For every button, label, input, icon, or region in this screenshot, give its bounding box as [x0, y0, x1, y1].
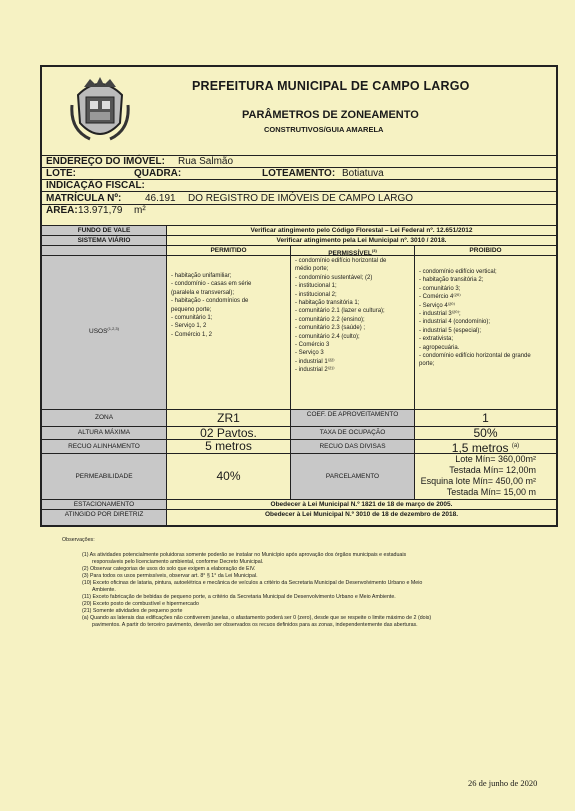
usos-row [42, 255, 556, 409]
permissivel-item: - industrial 2⁽²¹⁾ [295, 367, 335, 374]
permissivel-item: - institucional 2; [295, 291, 337, 298]
indicacao-label: INDICAÇÃO FISCAL: [46, 180, 145, 191]
permitido-list [166, 256, 290, 409]
loteamento-label: LOTEAMENTO: [262, 168, 336, 179]
quadra-label: QUADRA: [134, 168, 182, 179]
proibido-item: - condomínio edifício horizontal de grande [419, 353, 531, 360]
coat-of-arms-icon [70, 75, 130, 145]
loteamento-value: Botiatuva [342, 168, 384, 179]
proibido-item: - agropecuária. [419, 344, 460, 351]
permissivel-item: - comunitário 2.3 (saúde) ; [295, 325, 366, 332]
form-subtitle-2: CONSTRUTIVOS/GUIA AMARELA [264, 125, 384, 134]
area-value: 13.971,79 [78, 205, 123, 216]
observacao-item: (21) Somente atividades de pequeno porte [82, 608, 183, 614]
permitido-item: - Serviço 1, 2 [171, 323, 207, 330]
observacoes [62, 537, 431, 629]
observacoes-list [62, 552, 431, 629]
observacoes-title: Observações: [62, 537, 95, 543]
col-permissivel: PERMISSÍVEL$^{(3)}$ [290, 246, 414, 255]
atingido-row [42, 509, 556, 525]
proibido-item: - industrial 5 (especial); [419, 327, 482, 334]
sistema-label: SISTEMA VIÁRIO [42, 236, 166, 245]
altura-value: 02 Pavtos. [166, 427, 290, 439]
address-row [42, 155, 556, 167]
parcelamento-values [414, 454, 556, 499]
permissivel-item: - comunitário 2.2 (ensino); [295, 316, 365, 323]
fundo-row [42, 225, 556, 235]
observacao-item: (10) Exceto oficinas de lataria, pintura, autoelétrica e mecânica de veículos a critério da Secretaria Municipal de Desenvolvimento Urbano e Meio [82, 580, 423, 586]
permitido-item: (paralela e transversal); [171, 289, 235, 296]
recuo-row [42, 439, 556, 453]
parcelamento-item: Testada Mín= 15,00 m [446, 487, 536, 497]
permitido-item: - habitação unifamiliar; [171, 273, 232, 279]
permissivel-item: - habitação transitória 1; [295, 300, 360, 307]
document-date: 26 de junho de 2020 [468, 778, 538, 788]
proibido-item: - Serviço 4⁽²⁰⁾ [419, 302, 456, 309]
permitido-item: - habitação - condomínios de [171, 298, 249, 305]
recuo-value: 5 metros [166, 440, 290, 453]
matricula-row [42, 191, 556, 204]
observacao-item: (1) As atividades potencialmente poluidoras somente poderão se instalar no Município após aprovação dos órgãos municipais e estaduais [82, 552, 407, 558]
recuo-label: RECUO ALINHAMENTO [42, 440, 166, 453]
permeabilidade-value: 40% [166, 454, 290, 499]
atingido-label: ATINGIDO POR DIRETRIZ [42, 510, 166, 525]
usos-header-row [42, 245, 556, 258]
permissivel-list [290, 256, 414, 409]
observacao-item: responsáveis pelo licenciamento ambiental, conforme Decreto Municipal. [92, 559, 264, 565]
proibido-item: - Comércio 4⁽²⁰⁾ [419, 294, 461, 301]
indicacao-row [42, 179, 556, 191]
proibido-item: - extrativista; [419, 336, 454, 343]
proibido-item: - habitação transitória 2; [419, 277, 484, 284]
permitido-item: - condomínio - casas em série [171, 281, 252, 288]
lote-label: LOTE: [46, 168, 76, 179]
permitido-item: - Comércio 1, 2 [171, 331, 213, 338]
atingido-value: Obedecer à Lei Municipal N.º 3010 de 18 de dezembro de 2018. [166, 510, 556, 525]
observacao-item: (2) Observar categorias de usos do solo que exigem a elaboração de EIV. [82, 566, 256, 572]
altura-row [42, 426, 556, 439]
proibido-list [414, 256, 556, 409]
permissivel-item: - Comércio 3 [295, 342, 330, 349]
recuo-divisas-label: RECUO DAS DIVISAS [290, 440, 414, 453]
col-proibido: PROIBIDO [414, 246, 556, 255]
permitido-item: pequeno porte; [171, 306, 212, 313]
area-unit: m² [134, 205, 146, 216]
permissivel-item: - condomínio sustentável; (2) [295, 274, 373, 281]
permeabilidade-label: PERMEABILIDADE [42, 454, 166, 499]
observacao-item: (11) Exceto fabricação de bebidas de pequeno porte, a critério da Secretaria Municipal de Desenvolvimento Urbano e Meio Ambiente. [82, 594, 396, 600]
permissivel-item: - industrial 1⁽²²⁾ [295, 358, 335, 365]
parcelamento-item: Esquina lote Mín= 450,00 m² [420, 476, 536, 486]
parcelamento-item: Lote Mín= 360,00m² [455, 454, 536, 464]
area-label: ÁREA: [46, 205, 78, 216]
proibido-item: - industrial 4 (condomínio); [419, 319, 491, 326]
proibido-item: porte; [419, 361, 435, 368]
zona-label: ZONA [42, 410, 166, 426]
observacao-item: (20) Exceto posto de combustível e hipermercado [82, 601, 199, 607]
estacionamento-label: ESTACIONAMENTO [42, 500, 166, 509]
coef-label: COEF. DE APROVEITAMENTO [290, 410, 414, 426]
observacao-item: (a) Quando as laterais das edificações não contiverem janelas, o afastamento poderá ser 0 (zero), desde que se respeite o limite máximo de 2 (dois) [82, 615, 432, 621]
proibido-item: - comunitário 3; [419, 285, 461, 292]
proibido-item: - condomínio edifício vertical; [419, 269, 497, 275]
usos-label: USOS$^{(1,2,3)}$ [42, 256, 166, 409]
matricula-text: DO REGISTRO DE IMÓVEIS DE CAMPO LARGO [188, 193, 414, 204]
permissivel-item: - condomínio edifício horizontal de [295, 258, 387, 264]
address-value: Rua Salmão [178, 156, 234, 167]
permissivel-item: - comunitário 2.1 (lazer e cultura); [295, 308, 385, 315]
zona-row [42, 409, 556, 426]
address-label: ENDEREÇO DO IMÓVEL: [46, 156, 165, 167]
permissivel-item: - institucional 1; [295, 283, 337, 290]
observacao-item: pavimentos. A partir do terceiro pavimento, deverão ser observados os recuos definidos para as zonas, independentemente das aberturas. [92, 622, 418, 628]
sistema-row [42, 235, 556, 245]
taxa-value: 50% [414, 427, 556, 439]
permissivel-item: - comunitário 2.4 (culto); [295, 333, 360, 340]
matricula-value: 46.191 [145, 193, 176, 204]
estacionamento-row [42, 499, 556, 509]
observacao-item: Ambiente. [92, 587, 116, 593]
permitido-item: - comunitário 1; [171, 315, 213, 322]
taxa-label: TAXA DE OCUPAÇÃO [290, 427, 414, 439]
recuo-divisas-value: 1,5 metros $^{(a)}$ [414, 440, 556, 453]
permissivel-item: médio porte; [295, 266, 329, 273]
zona-value: ZR1 [166, 410, 290, 426]
lote-row [42, 167, 556, 179]
col-permitido: PERMITIDO [166, 246, 290, 255]
altura-label: ALTURA MÁXIMA [42, 427, 166, 439]
usos-header-blank [42, 246, 166, 255]
zoning-form [40, 65, 558, 527]
sistema-value: Verificar atingimento pela Lei Municipal nº. 3010 / 2018. [166, 236, 556, 245]
form-header [42, 67, 556, 155]
area-row [42, 204, 556, 216]
matricula-label: MATRÍCULA Nº: [46, 193, 122, 204]
coef-value: 1 [414, 410, 556, 426]
parcelamento-label: PARCELAMENTO [290, 454, 414, 499]
observacao-item: (3) Para todos os usos permissíveis, observar art. 8° § 1° da Lei Municipal. [82, 573, 258, 579]
fundo-label: FUNDO DE VALE [42, 226, 166, 235]
form-subtitle: PARÂMETROS DE ZONEAMENTO [242, 109, 419, 121]
estacionamento-value: Obedecer à Lei Municipal N.º 1821 de 18 de março de 2005. [166, 500, 556, 509]
fundo-value: Verificar atingimento pelo Código Florestal – Lei Federal nº. 12.651/2012 [166, 226, 556, 235]
proibido-item: - industrial 3⁽²⁰⁾; [419, 311, 461, 318]
permeabilidade-row [42, 453, 556, 499]
parcelamento-item: Testada Mín= 12,00m [449, 465, 536, 475]
municipality-title: PREFEITURA MUNICIPAL DE CAMPO LARGO [192, 79, 470, 93]
permissivel-item: - Serviço 3 [295, 350, 324, 357]
